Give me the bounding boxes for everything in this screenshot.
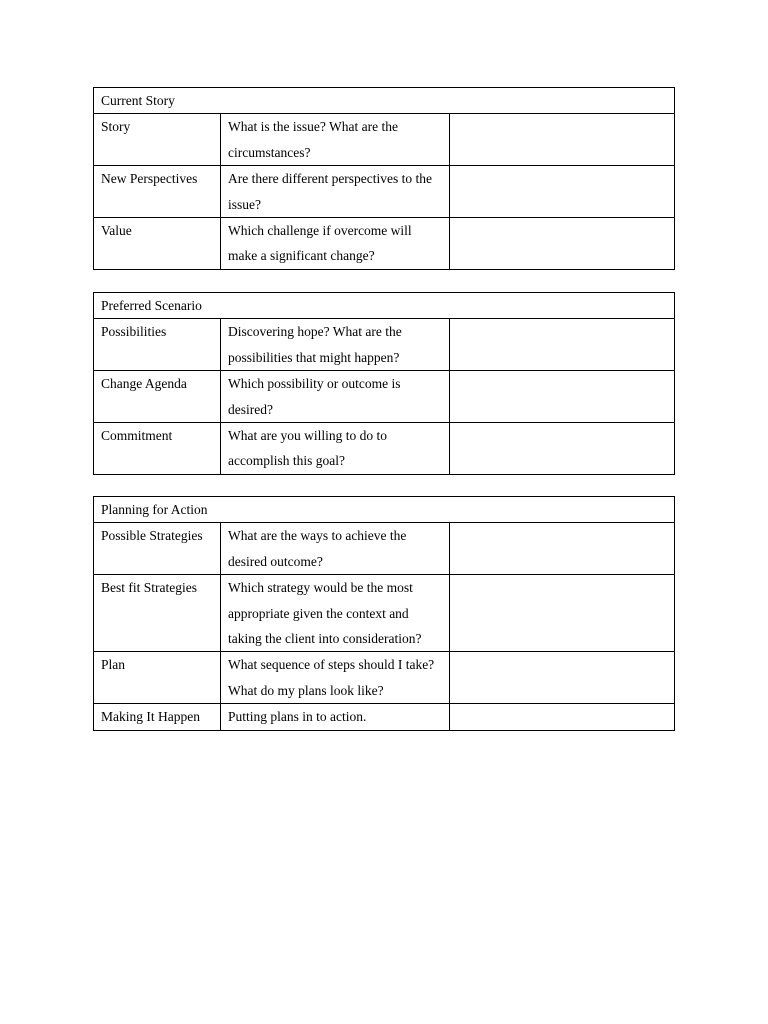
row-prompt: What sequence of steps should I take? What do my plans look like? [221, 652, 450, 704]
row-label: Value [94, 218, 221, 270]
answer-cell[interactable] [450, 652, 675, 704]
answer-cell[interactable] [450, 166, 675, 218]
answer-cell[interactable] [450, 218, 675, 270]
table-header-row [94, 293, 675, 319]
row-label: Best fit Strategies [94, 575, 221, 652]
row-prompt: What is the issue? What are the circumstances? [221, 114, 450, 166]
row-prompt: Discovering hope? What are the possibilities that might happen? [221, 319, 450, 371]
row-prompt: Which strategy would be the most appropriate given the context and taking the client into consideration? [221, 575, 450, 652]
row-label: Possible Strategies [94, 523, 221, 575]
row-label: New Perspectives [94, 166, 221, 218]
row-prompt: Which challenge if overcome will make a significant change? [221, 218, 450, 270]
row-prompt: Which possibility or outcome is desired? [221, 371, 450, 423]
answer-cell[interactable] [450, 114, 675, 166]
row-label: Plan [94, 652, 221, 704]
row-label: Story [94, 114, 221, 166]
table-row [94, 704, 675, 730]
section-title: Planning for Action [94, 497, 675, 523]
table-row [94, 523, 675, 575]
preferred-scenario-table [93, 292, 675, 475]
row-label: Commitment [94, 423, 221, 475]
table-row [94, 423, 675, 475]
answer-cell[interactable] [450, 575, 675, 652]
table-row [94, 166, 675, 218]
table-row [94, 575, 675, 652]
row-prompt: Putting plans in to action. [221, 704, 450, 730]
answer-cell[interactable] [450, 704, 675, 730]
section-title: Preferred Scenario [94, 293, 675, 319]
row-label: Possibilities [94, 319, 221, 371]
row-label: Change Agenda [94, 371, 221, 423]
answer-cell[interactable] [450, 523, 675, 575]
table-header-row [94, 497, 675, 523]
table-row [94, 218, 675, 270]
table-row [94, 371, 675, 423]
section-title: Current Story [94, 88, 675, 114]
table-header-row [94, 88, 675, 114]
current-story-table [93, 87, 675, 270]
answer-cell[interactable] [450, 423, 675, 475]
table-row [94, 319, 675, 371]
row-prompt: What are you willing to do to accomplish this goal? [221, 423, 450, 475]
row-prompt: Are there different perspectives to the issue? [221, 166, 450, 218]
row-prompt: What are the ways to achieve the desired outcome? [221, 523, 450, 575]
answer-cell[interactable] [450, 319, 675, 371]
table-row [94, 652, 675, 704]
table-row [94, 114, 675, 166]
planning-for-action-table [93, 496, 675, 731]
answer-cell[interactable] [450, 371, 675, 423]
row-label: Making It Happen [94, 704, 221, 730]
